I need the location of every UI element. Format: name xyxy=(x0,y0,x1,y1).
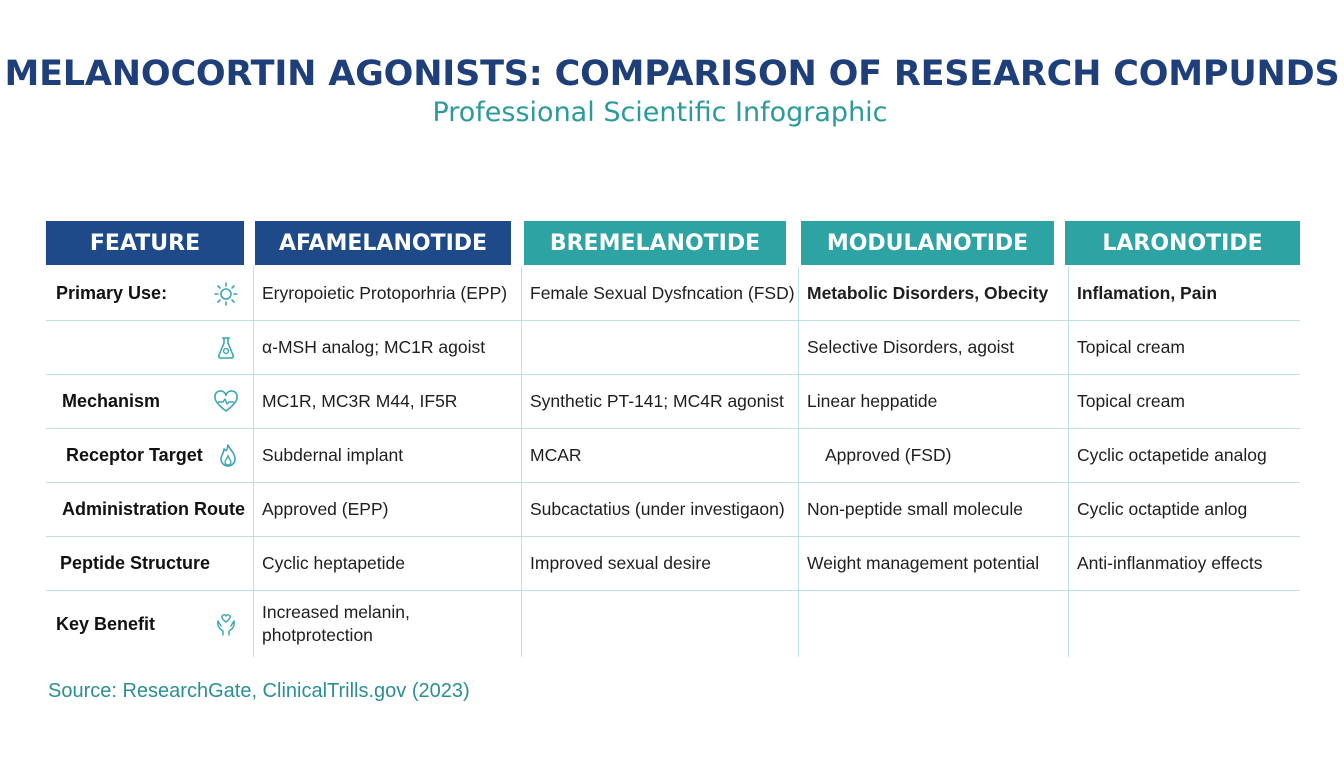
row-feature-cell xyxy=(46,429,254,482)
laronotide-cell: Anti-inflanmatioy effects xyxy=(1077,553,1263,573)
feature-label: Mechanism xyxy=(62,391,161,411)
modulanotide-cell xyxy=(799,591,1069,657)
column-header-afamelanotide: AFAMELANOTIDE xyxy=(255,221,511,265)
flame-icon xyxy=(215,443,241,469)
comparison-table xyxy=(46,221,1300,657)
afamelanotide-cell: Approved (EPP) xyxy=(254,483,522,536)
heart-pulse-icon xyxy=(213,389,239,415)
column-header-laronotide: LARONOTIDE xyxy=(1065,221,1300,265)
modulanotide-cell: Approved (FSD) xyxy=(799,429,1069,482)
laronotide-cell: Inflamation, Pain xyxy=(1077,283,1218,303)
vial-icon xyxy=(213,335,239,361)
row-feature-cell xyxy=(46,375,254,428)
modulanotide-cell: Weight management potential xyxy=(799,537,1069,590)
laronotide-cell: Topical cream xyxy=(1077,337,1185,357)
feature-label: Key Benefit xyxy=(56,613,156,634)
feature-label: Administration Route xyxy=(62,499,245,519)
afamelanotide-cell: Eryropoietic Protoporhria (EPP) xyxy=(254,267,522,320)
page-subtitle: Professional Scientific Infographic xyxy=(432,97,888,128)
feature-label: Peptide Structure xyxy=(60,553,211,573)
table-row xyxy=(46,537,1300,591)
afamelanotide-cell: MC1R, MC3R M44, IF5R xyxy=(254,375,522,428)
table-row xyxy=(46,321,1300,375)
row-feature-cell xyxy=(46,537,254,590)
laronotide-cell: Cyclic octaptide anlog xyxy=(1077,499,1248,519)
afamelanotide-cell: Subdernal implant xyxy=(254,429,522,482)
page-title: MELANOCORTIN AGONISTS: COMPARISON OF RESEARCH COMPUNDS xyxy=(4,54,1340,94)
modulanotide-cell: Non-peptide small molecule xyxy=(799,483,1069,536)
table-row xyxy=(46,591,1300,657)
row-feature-cell xyxy=(46,267,254,320)
column-header-bremelanotide: BREMELANOTIDE xyxy=(524,221,786,265)
bremelanotide-cell xyxy=(522,321,799,374)
row-feature-cell xyxy=(46,483,254,536)
bremelanotide-cell: Improved sexual desire xyxy=(522,537,799,590)
bremelanotide-cell: Female Sexual Dysfncation (FSD) xyxy=(522,267,799,320)
table-row xyxy=(46,483,1300,537)
column-header-modulanotide: MODULANOTIDE xyxy=(801,221,1054,265)
bremelanotide-cell: Subcactatiᴜs (under investigaon) xyxy=(522,483,799,536)
modulanotide-cell: Metabolic Disorders, Obecity xyxy=(799,267,1069,320)
afamelanotide-cell: α-MSH analog; MC1R agoist xyxy=(254,321,522,374)
feature-label: Primary Use: xyxy=(56,283,168,303)
bremelanotide-cell: MCAR xyxy=(522,429,799,482)
bremelanotide-cell: Synthetic PT-141; MC4R agonist xyxy=(522,375,799,428)
table-row xyxy=(46,375,1300,429)
laronotide-cell: Topical cream xyxy=(1077,391,1185,411)
modulanotide-cell: Linear heppatide xyxy=(799,375,1069,428)
column-header-feature: FEATURE xyxy=(46,221,244,265)
sun-icon xyxy=(213,281,239,307)
laronotide-cell: Cyclic octapetide analog xyxy=(1077,445,1267,465)
modulanotide-cell: Selective Disorders, agoist xyxy=(799,321,1069,374)
laronotide-cell xyxy=(1069,591,1300,657)
feature-label: Receptor Target xyxy=(66,445,203,465)
bremelanotide-cell xyxy=(522,591,799,657)
source-footnote: Source: ResearchGate, ClinicalTrills.gov (2023) xyxy=(48,680,470,702)
row-feature-cell xyxy=(46,591,254,657)
table-header-row xyxy=(46,221,1300,265)
hand-heart-icon xyxy=(213,611,239,637)
table-row xyxy=(46,267,1300,321)
table-row xyxy=(46,429,1300,483)
row-feature-cell xyxy=(46,321,254,374)
afamelanotide-cell: Cyclic heptapetide xyxy=(254,537,522,590)
afamelanotide-cell: Increased melanin, photprotection xyxy=(254,591,522,657)
